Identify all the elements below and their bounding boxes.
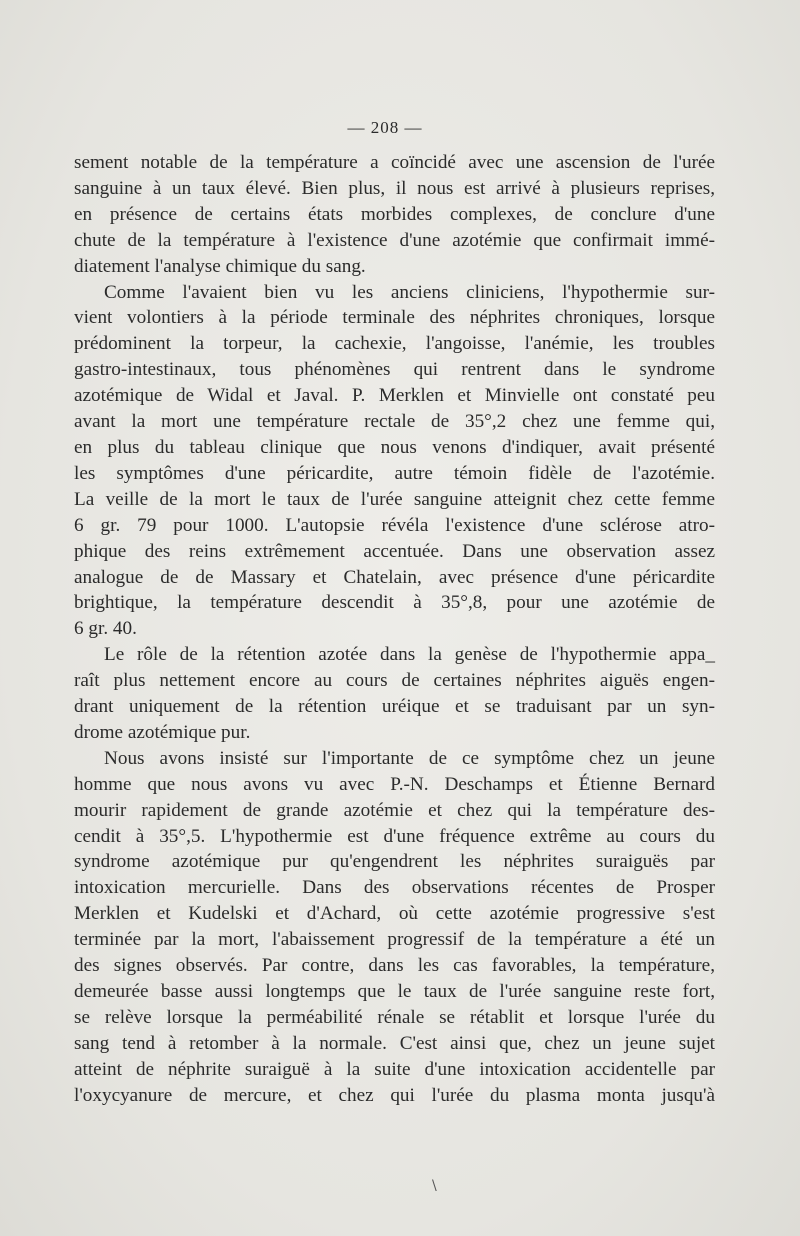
text-line: l'oxycyanure de mercure, et chez qui l'urée du plasma monta jusqu'à [74,1084,715,1106]
text-line: gastro-intestinaux, tous phénomènes qui rentrent dans le syndrome [74,359,715,381]
text-line: des signes observés. Par contre, dans les cas favorables, la température, [74,955,715,977]
text-line: sement notable de la température a coïncidé avec une ascension de l'urée [74,152,715,173]
text-line: en présence de certains états morbides complexes, de conclure d'une [74,203,715,225]
text-line: diatement l'analyse chimique du sang. [74,255,366,277]
text-line: Nous avons insisté sur l'importante de ce symptôme chez un jeune [104,747,715,769]
text-line: Merklen et Kudelski et d'Achard, où cette azotémie progressive s'est [74,903,715,925]
text-line: sanguine à un taux élevé. Bien plus, il nous est arrivé à plusieurs reprises, [74,177,715,199]
text-line: raît plus nettement encore au cours de certaines néphrites aiguës engen- [74,670,715,692]
text-line: phique des reins extrêmement accentuée. Dans une observation assez [74,540,715,562]
text-line: drant uniquement de la rétention uréique et se traduisant par un syn- [74,696,715,718]
stray-ink-mark: \ [432,1178,437,1194]
text-line: avant la mort une température rectale de 35°,2 chez une femme qui, [74,411,715,433]
text-line: La veille de la mort le taux de l'urée sanguine atteignit chez cette femme [74,488,715,510]
text-line: demeurée basse aussi longtemps que le taux de l'urée sanguine reste fort, [74,981,715,1002]
text-line: prédominent la torpeur, la cachexie, l'angoisse, l'anémie, les troubles [74,333,715,355]
text-line: se relève lorsque la perméabilité rénale se rétablit et lorsque l'urée du [74,1006,715,1028]
text-line: Le rôle de la rétention azotée dans la genèse de l'hypothermie appa_ [104,644,715,666]
text-line: syndrome azotémique pur qu'engendrent les néphrites suraiguës par [74,851,715,873]
text-line: azotémique de Widal et Javal. P. Merklen et Minvielle ont constaté peu [74,385,715,407]
text-line: terminée par la mort, l'abaissement progressif de la température a été un [74,929,715,951]
text-line: analogue de de Massary et Chatelain, avec présence d'une péricardite [74,566,715,588]
text-line: 6 gr. 40. [74,618,137,640]
body-text [74,150,715,1109]
text-line: cendit à 35°,5. L'hypothermie est d'une fréquence extrême au cours du [74,825,715,847]
text-line: en plus du tableau clinique que nous venons d'indiquer, avait présenté [74,436,715,458]
text-line: mourir rapidement de grande azotémie et chez qui la température des- [74,799,715,821]
text-line: vient volontiers à la période terminale des néphrites chroniques, lorsque [74,307,715,329]
text-line: Comme l'avaient bien vu les anciens cliniciens, l'hypothermie sur- [104,281,715,303]
text-line: brightique, la température descendit à 35°,8, pour une azotémie de [74,592,715,614]
text-line: atteint de néphrite suraiguë à la suite d'une intoxication accidentelle par [74,1058,715,1080]
text-line: sang tend à retomber à la normale. C'est ainsi que, chez un jeune sujet [74,1032,715,1054]
text-line: intoxication mercurielle. Dans des observations récentes de Prosper [74,877,715,899]
text-line: drome azotémique pur. [74,721,251,743]
page-number: — 208 — [347,118,423,137]
text-line: les symptômes d'une péricardite, autre témoin fidèle de l'azotémie. [74,462,715,484]
text-line: 6 gr. 79 pour 1000. L'autopsie révéla l'existence d'une sclérose atro- [74,514,715,536]
text-line: chute de la température à l'existence d'une azotémie que confirmait immé- [74,229,715,251]
text-line: homme que nous avons vu avec P.-N. Deschamps et Étienne Bernard [74,773,715,795]
